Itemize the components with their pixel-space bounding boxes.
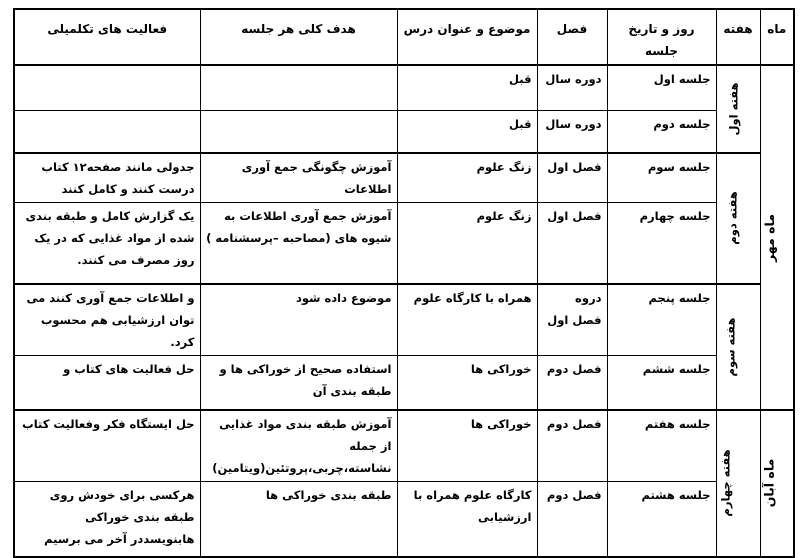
session-cell: جلسه هشتم (607, 482, 716, 557)
topic-cell: زنگ علوم (397, 153, 537, 203)
week-label: هفته چهارم (718, 449, 733, 517)
month-label: ماه آبان (761, 458, 777, 508)
header-activities: فعالیت های تکلمیلی (14, 9, 200, 65)
chapter-cell: فصل اول (537, 203, 607, 284)
lesson-plan-table (13, 8, 795, 558)
table-row (14, 153, 794, 203)
chapter-cell: فصل دوم (537, 482, 607, 557)
goal-cell: آموزش جمع آوری اطلاعات به شیوه های (مصاحبه –پرسشنامه ) (200, 203, 397, 284)
header-row (14, 9, 794, 65)
session-cell: جلسه اول (607, 65, 716, 110)
month-label: ماه مهر (762, 213, 778, 262)
session-cell: جلسه ششم (607, 355, 716, 410)
header-topic: موضوع و عنوان درس (397, 9, 537, 65)
session-cell: جلسه دوم (607, 110, 716, 153)
month-cell (760, 65, 794, 410)
chapter-cell: فصل دوم (537, 355, 607, 410)
topic-cell: خوراکی ها (397, 410, 537, 482)
topic-cell: کارگاه علوم همراه با ارزشیابی (397, 482, 537, 557)
topic-cell: قبل (397, 110, 537, 153)
table-row (14, 410, 794, 482)
activities-cell: یک گزارش کامل و طبقه بندی شده از مواد غذایی که در یک روز مصرف می کنند. (14, 203, 200, 284)
header-chapter: فصل (537, 9, 607, 65)
week-label: هفته اول (726, 82, 740, 136)
topic-cell: زنگ علوم (397, 203, 537, 284)
table-row (14, 203, 794, 284)
header-session: روز و تاریخ جلسه (607, 9, 716, 65)
goal-cell (200, 110, 397, 153)
month-cell (760, 410, 794, 557)
topic-cell: قبل (397, 65, 537, 110)
session-cell: جلسه چهارم (607, 203, 716, 284)
goal-cell: استفاده صحیح از خوراکی ها و طبقه بندی آن (200, 355, 397, 410)
activities-cell: حل ایستگاه فکر وفعالیت کتاب (14, 410, 200, 482)
activities-cell (14, 110, 200, 153)
week-label: هفته دوم (725, 191, 740, 245)
week-label: هفته سوم (723, 317, 738, 377)
header-goal: هدف کلی هر جلسه (200, 9, 397, 65)
week-cell (716, 410, 760, 557)
session-cell: جلسه سوم (607, 153, 716, 203)
topic-cell: خوراکی ها (397, 355, 537, 410)
week-cell (716, 284, 760, 411)
goal-cell (200, 65, 397, 110)
activities-cell: و اطلاعات جمع آوری کنند می توان ارزشیابی هم محسوب کرد. (14, 284, 200, 356)
goal-cell: طبقه بندی خوراکی ها (200, 482, 397, 557)
table-row (14, 482, 794, 557)
chapter-cell: دروه فصل اول (537, 284, 607, 356)
header-week: هفته (716, 9, 760, 65)
chapter-cell: دوره سال (537, 110, 607, 153)
session-cell: جلسه هفتم (607, 410, 716, 482)
header-month: ماه (760, 9, 794, 65)
table-row (14, 65, 794, 110)
activities-cell: حل فعالیت های کتاب و (14, 355, 200, 410)
activities-cell (14, 65, 200, 110)
goal-cell: آموزش طبقه بندی مواد غذایی از جمله نشاسته،چربی،پروتئین(ویتامین) (200, 410, 397, 482)
table-row (14, 284, 794, 356)
week-cell (716, 153, 760, 284)
activities-cell: جدولی مانند صفحه۱۲ کتاب درست کنند و کامل کنند (14, 153, 200, 203)
table-row (14, 355, 794, 410)
session-cell: جلسه پنجم (607, 284, 716, 356)
topic-cell: همراه با کارگاه علوم (397, 284, 537, 356)
week-cell (716, 65, 760, 153)
chapter-cell: فصل دوم (537, 410, 607, 482)
activities-cell: هرکسی برای خودش روی طبقه بندی خوراکی هابنویسددر آخر می برسیم (14, 482, 200, 557)
goal-cell: آموزش چگونگی جمع آوری اطلاعات (200, 153, 397, 203)
goal-cell: موضوع داده شود (200, 284, 397, 356)
table-row (14, 110, 794, 153)
chapter-cell: دوره سال (537, 65, 607, 110)
chapter-cell: فصل اول (537, 153, 607, 203)
